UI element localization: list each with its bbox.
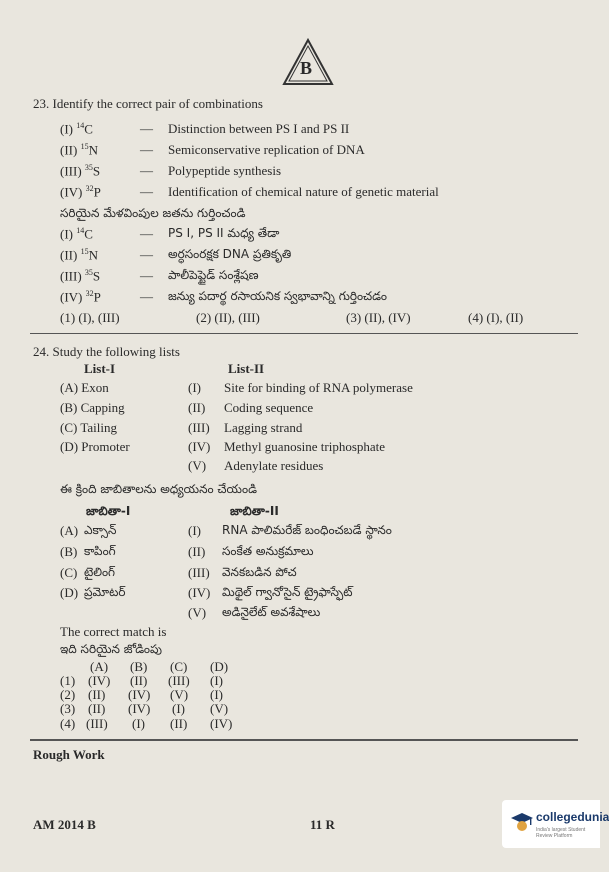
list2-te-label: (I) (188, 523, 201, 538)
q23-option-3[interactable]: (3) (II), (IV) (346, 310, 411, 325)
list2-te-text: మిథైల్ గ్వానోసైన్ ట్రైఫాస్ఫేట్ (222, 585, 353, 599)
q23-item-dash: — (140, 163, 153, 178)
q23-item: (IV) $^{32}$P (60, 184, 101, 200)
q23-option-1[interactable]: (1) (I), (III) (60, 310, 120, 325)
list1-item: (B) Capping (60, 400, 125, 415)
list2-te-label: (III) (188, 565, 210, 580)
q23-item-te: (I) $^{14}$C (60, 226, 93, 242)
q23-item-te: (II) $^{15}$N (60, 247, 98, 263)
q24-stem-telugu: ఈ క్రింది జాబితాలను అధ్యయనం చేయండి (60, 482, 257, 496)
list1-te-text: టైలింగ్ (84, 565, 116, 579)
match-header: (B) (130, 659, 148, 674)
q23-item-text: Polypeptide synthesis (168, 163, 282, 178)
watermark-tagline: India's largest Student Review Platform (536, 827, 586, 839)
list2-label: (V) (188, 458, 207, 473)
list1-te-label: (A) (60, 523, 79, 538)
list2-label: (III) (188, 420, 210, 435)
match-header: (D) (210, 659, 229, 674)
list2-text: Adenylate residues (224, 458, 324, 473)
q23-item-text-te: PS I, PS II మధ్య తేడా (168, 226, 280, 240)
list1-header: List-I (84, 361, 116, 376)
question-number: 24. (33, 344, 50, 359)
list1-te-text: ఎక్సాన్ (84, 523, 117, 537)
q23-item: (I) $^{14}$C (60, 121, 93, 137)
list2-label: (IV) (188, 439, 211, 454)
q23-item-text-te: పాలీపెప్టైడ్ సంశ్లేషణ (168, 268, 259, 282)
exam-page: B 23. Identify the correct pair of combinations (I) $^{14}$C — Distinction between PS I and PS II (II) $^{15}$N — Semiconservative replication of DNA (III) $^{35}$S — Polypeptide synthesis (IV) $^{32}$P — Identification of chemical nature of genetic material సరియైన మేళవింపుల జతను గుర్తించండి (I) $^{14}$C — PS I, PS II మధ్య తేడా (II) $^{15}$N — అర్ధసంరక్షక DNA ప్రతికృతి (III) $^{35}$S — పాలీపెప్టైడ్ సంశ్లేషణ (IV) $^{32}$P — జన్యు పదార్థ రసాయనిక స్వభావాన్ని గుర్తించడం (1) (I), (III) (2) (II), (III) (3) (II), (IV) (4) (I), (II) 24. Study the following lists List-I List-II (A) Exon (B) Capping (C) Tailing (D) Promoter (I) Site for binding of RNA polymerase (II) Coding sequence (III) Lagging strand (IV) Methyl guanosine triphosphate (V) Adenylate residues ఈ క్రింది జాబితాలను అధ్యయనం చేయండి జాబితా-I జాబితా-II (A) ఎక్సాన్ (B) కాపింగ్ (C) టైలింగ్ (D) ప్రమోటర్ (I) RNA పాలిమరేజ్ బంధించబడే స్థానం (II) సంకేత అనుక్రమాలు (III) వెనకబడిన పోచ (IV) మిథైల్ గ్వానోసైన్ ట్రైఫాస్ఫేట్ (V) అడినైలేట్ అవశేషాలు The correct match is ఇది సరియైన జోడింపు (A) (B) (C) (D) (1) (IV) (II) (III) (I) (2) (II) (IV) (V) (I) (3) (II) (IV) (I) (V) (4) (III) (I) (II) (IV) Rough Work AM 2014 B 11 R collegedunia India's largest Student Review Platform (0, 0, 600, 872)
q23-stem-telugu: సరియైన మేళవింపుల జతను గుర్తించండి (60, 206, 246, 220)
watermark-name: collegedunia (536, 810, 609, 824)
match-prompt-en: The correct match is (60, 624, 167, 639)
list1-te-label: (D) (60, 585, 79, 600)
q23-item-dash: — (140, 268, 153, 283)
collegedunia-badge (502, 800, 609, 848)
q23-option-2[interactable]: (2) (II), (III) (196, 310, 260, 325)
question-text: Identify the correct pair of combinations (52, 96, 263, 111)
match-header: (A) (90, 659, 109, 674)
list1-te-text: ప్రమోటర్ (84, 585, 126, 599)
list2-te-label: (IV) (188, 585, 211, 600)
list1-header-te: జాబితా-I (86, 504, 131, 518)
match-prompt-te: ఇది సరియైన జోడింపు (60, 642, 162, 656)
q23-item-text: Identification of chemical nature of genetic material (168, 184, 439, 199)
list2-text: Coding sequence (224, 400, 314, 415)
q23-item-te: (IV) $^{32}$P (60, 289, 101, 305)
graduate-cap-icon (510, 810, 534, 834)
question-number: 23. (33, 96, 50, 111)
q23-item-te: (III) $^{35}$S (60, 268, 101, 284)
match-header: (C) (170, 659, 188, 674)
list2-text: Lagging strand (224, 420, 303, 435)
q23-option-4[interactable]: (4) (I), (II) (468, 310, 524, 325)
booklet-code: B (300, 58, 313, 78)
booklet-code-triangle (282, 38, 334, 86)
q23-item-text: Distinction between PS I and PS II (168, 121, 350, 136)
question-text: Study the following lists (52, 344, 180, 359)
q23-item-dash: — (140, 142, 153, 157)
q23-item-dash: — (140, 184, 153, 199)
rough-work-label: Rough Work (33, 747, 105, 762)
list2-te-label: (V) (188, 605, 207, 620)
list2-te-text: వెనకబడిన పోచ (222, 565, 297, 579)
divider (30, 333, 578, 334)
list2-te-text: అడినైలేట్ అవశేషాలు (222, 605, 321, 619)
q23-item-dash: — (140, 121, 153, 136)
q23-item-text-te: అర్ధసంరక్షక DNA ప్రతికృతి (168, 247, 292, 261)
footer-code: AM 2014 B (33, 817, 96, 832)
q23-item-dash: — (140, 289, 153, 304)
list2-te-text: సంకేత అనుక్రమాలు (222, 544, 314, 558)
q23-item: (II) $^{15}$N (60, 142, 98, 158)
list2-header-te: జాబితా-II (230, 504, 279, 518)
list2-header: List-II (228, 361, 265, 376)
list1-item: (A) Exon (60, 380, 109, 395)
q23-item-dash: — (140, 226, 153, 241)
list2-label: (I) (188, 380, 201, 395)
footer-page: 11 R (310, 817, 335, 832)
list1-item: (D) Promoter (60, 439, 130, 454)
list1-te-label: (B) (60, 544, 78, 559)
question-24-stem (33, 344, 180, 360)
q23-item-text: Semiconservative replication of DNA (168, 142, 365, 157)
rough-work-divider (30, 739, 578, 741)
list2-text: Methyl guanosine triphosphate (224, 439, 386, 454)
q23-item-text-te: జన్యు పదార్థ రసాయనిక స్వభావాన్ని గుర్తించడం (168, 289, 387, 303)
question-23-stem (33, 96, 263, 112)
list2-label: (II) (188, 400, 206, 415)
list1-te-text: కాపింగ్ (84, 544, 116, 558)
q23-item: (III) $^{35}$S (60, 163, 101, 179)
list1-item: (C) Tailing (60, 420, 117, 435)
list2-te-text: RNA పాలిమరేజ్ బంధించబడే స్థానం (222, 523, 392, 537)
q23-item-dash: — (140, 247, 153, 262)
list2-te-label: (II) (188, 544, 206, 559)
list1-te-label: (C) (60, 565, 78, 580)
list2-text: Site for binding of RNA polymerase (224, 380, 413, 395)
